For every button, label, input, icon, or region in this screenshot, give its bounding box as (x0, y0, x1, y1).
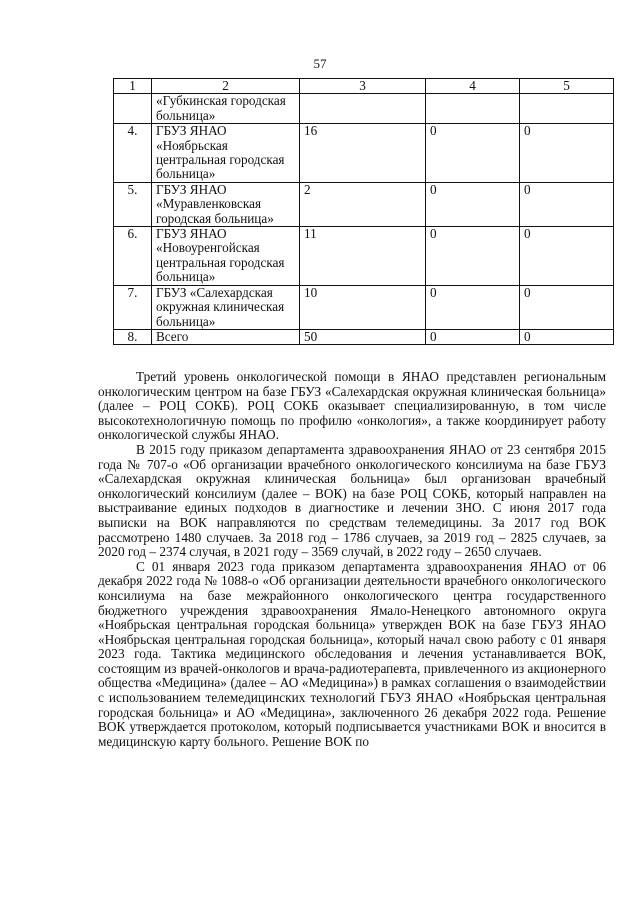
table-row (114, 227, 614, 286)
paragraph: Третий уровень онкологической помощи в ЯНАО представлен региональным онкологическим центром на базе ГБУЗ «Салехардская окружная клиническая больница» (далее – РОЦ СОКБ). РОЦ СОКБ оказывает специализированную, в том числе высокотехнологичную помощь по профилю «онкология», а также координирует работу онкологической службы ЯНАО. (98, 369, 606, 443)
cell-value: 50 (300, 329, 426, 344)
table-row (114, 182, 614, 226)
row-number: 8. (114, 329, 152, 344)
cell-value: 0 (520, 227, 614, 286)
cell-value: 0 (520, 329, 614, 344)
cell-value: 10 (300, 285, 426, 329)
row-number: 5. (114, 182, 152, 226)
column-header: 3 (300, 79, 426, 94)
institution-name: ГБУЗ ЯНАО «Муравленковская городская больница» (152, 182, 300, 226)
column-header: 5 (520, 79, 614, 94)
paragraph: С 01 января 2023 года приказом департамента здравоохранения ЯНАО от 06 декабря 2022 года № 1088-о «Об организации деятельности врачебного онкологического консилиума на базе межрайонного онкологического центра государственного бюджетного учреждения здравоохранения Ямало-Ненецкого автономного округа «Ноябрьская центральная городская больница» утвержден ВОК на базе ГБУЗ ЯНАО «Ноябрьская центральная городская больница», который начал свою работу с 01 января 2023 года. Тактика медицинского обследования и лечения устанавливается ВОК, состоящим из врачей-онкологов и врача-радиотерапевта, привлеченного из акционерного общества «Медицина» (далее – АО «Медицина») в рамках соглашения о взаимодействии с использованием телемедицинских технологий ГБУЗ ЯНАО «Ноябрьская центральная городская больница» и АО «Медицина», заключенного 26 декабря 2022 года. Решение ВОК утверждается протоколом, который подписывается участниками ВОК и вносится в медицинскую карту больного. Решение ВОК по (98, 558, 606, 749)
row-number: 7. (114, 285, 152, 329)
cell-value: 11 (300, 227, 426, 286)
cell-value: 0 (426, 329, 520, 344)
column-header: 4 (426, 79, 520, 94)
row-number: 6. (114, 227, 152, 286)
institution-name: «Губкинская городская больница» (152, 94, 300, 124)
column-header: 2 (152, 79, 300, 94)
cell-value (426, 94, 520, 124)
table-row (114, 94, 614, 124)
cell-value: 0 (426, 285, 520, 329)
column-header: 1 (114, 79, 152, 94)
table-row (114, 124, 614, 183)
page-number: 57 (313, 56, 327, 71)
cell-value: 0 (520, 285, 614, 329)
paragraph: В 2015 году приказом департамента здравоохранения ЯНАО от 23 сентября 2015 года № 707-о «Об организации врачебного онкологического консилиума на базе ГБУЗ «Салехардская окружная клиническая больница» был организован врачебный онкологический консилиум (далее – ВОК) на базе РОЦ СОКБ, который направлен на выстраивание единых подходов в диагностике и лечении ЗНО. С июня 2017 года выписки на ВОК направляются по средствам телемедицины. За 2017 год ВОК рассмотрено 1480 случаев. За 2018 год – 1786 случаев, за 2019 год – 2825 случаев, за 2020 год – 2374 случая, в 2021 году – 3569 случай, в 2022 году – 2650 случаев. (98, 441, 606, 560)
data-table (113, 78, 614, 345)
table-header-row (114, 79, 614, 94)
cell-value: 0 (426, 182, 520, 226)
cell-value: 0 (426, 227, 520, 286)
table-row (114, 285, 614, 329)
cell-value (520, 94, 614, 124)
cell-value (300, 94, 426, 124)
cell-value: 0 (520, 182, 614, 226)
cell-value: 0 (426, 124, 520, 183)
institution-name: ГБУЗ ЯНАО «Новоуренгойская центральная городская больница» (152, 227, 300, 286)
table-row-total (114, 329, 614, 344)
row-number (114, 94, 152, 124)
body-text (98, 370, 606, 749)
row-number: 4. (114, 124, 152, 183)
institution-name: ГБУЗ ЯНАО «Ноябрьская центральная городская больница» (152, 124, 300, 183)
cell-value: 2 (300, 182, 426, 226)
institution-name: Всего (152, 329, 300, 344)
cell-value: 16 (300, 124, 426, 183)
institution-name: ГБУЗ «Салехардская окружная клиническая больница» (152, 285, 300, 329)
cell-value: 0 (520, 124, 614, 183)
